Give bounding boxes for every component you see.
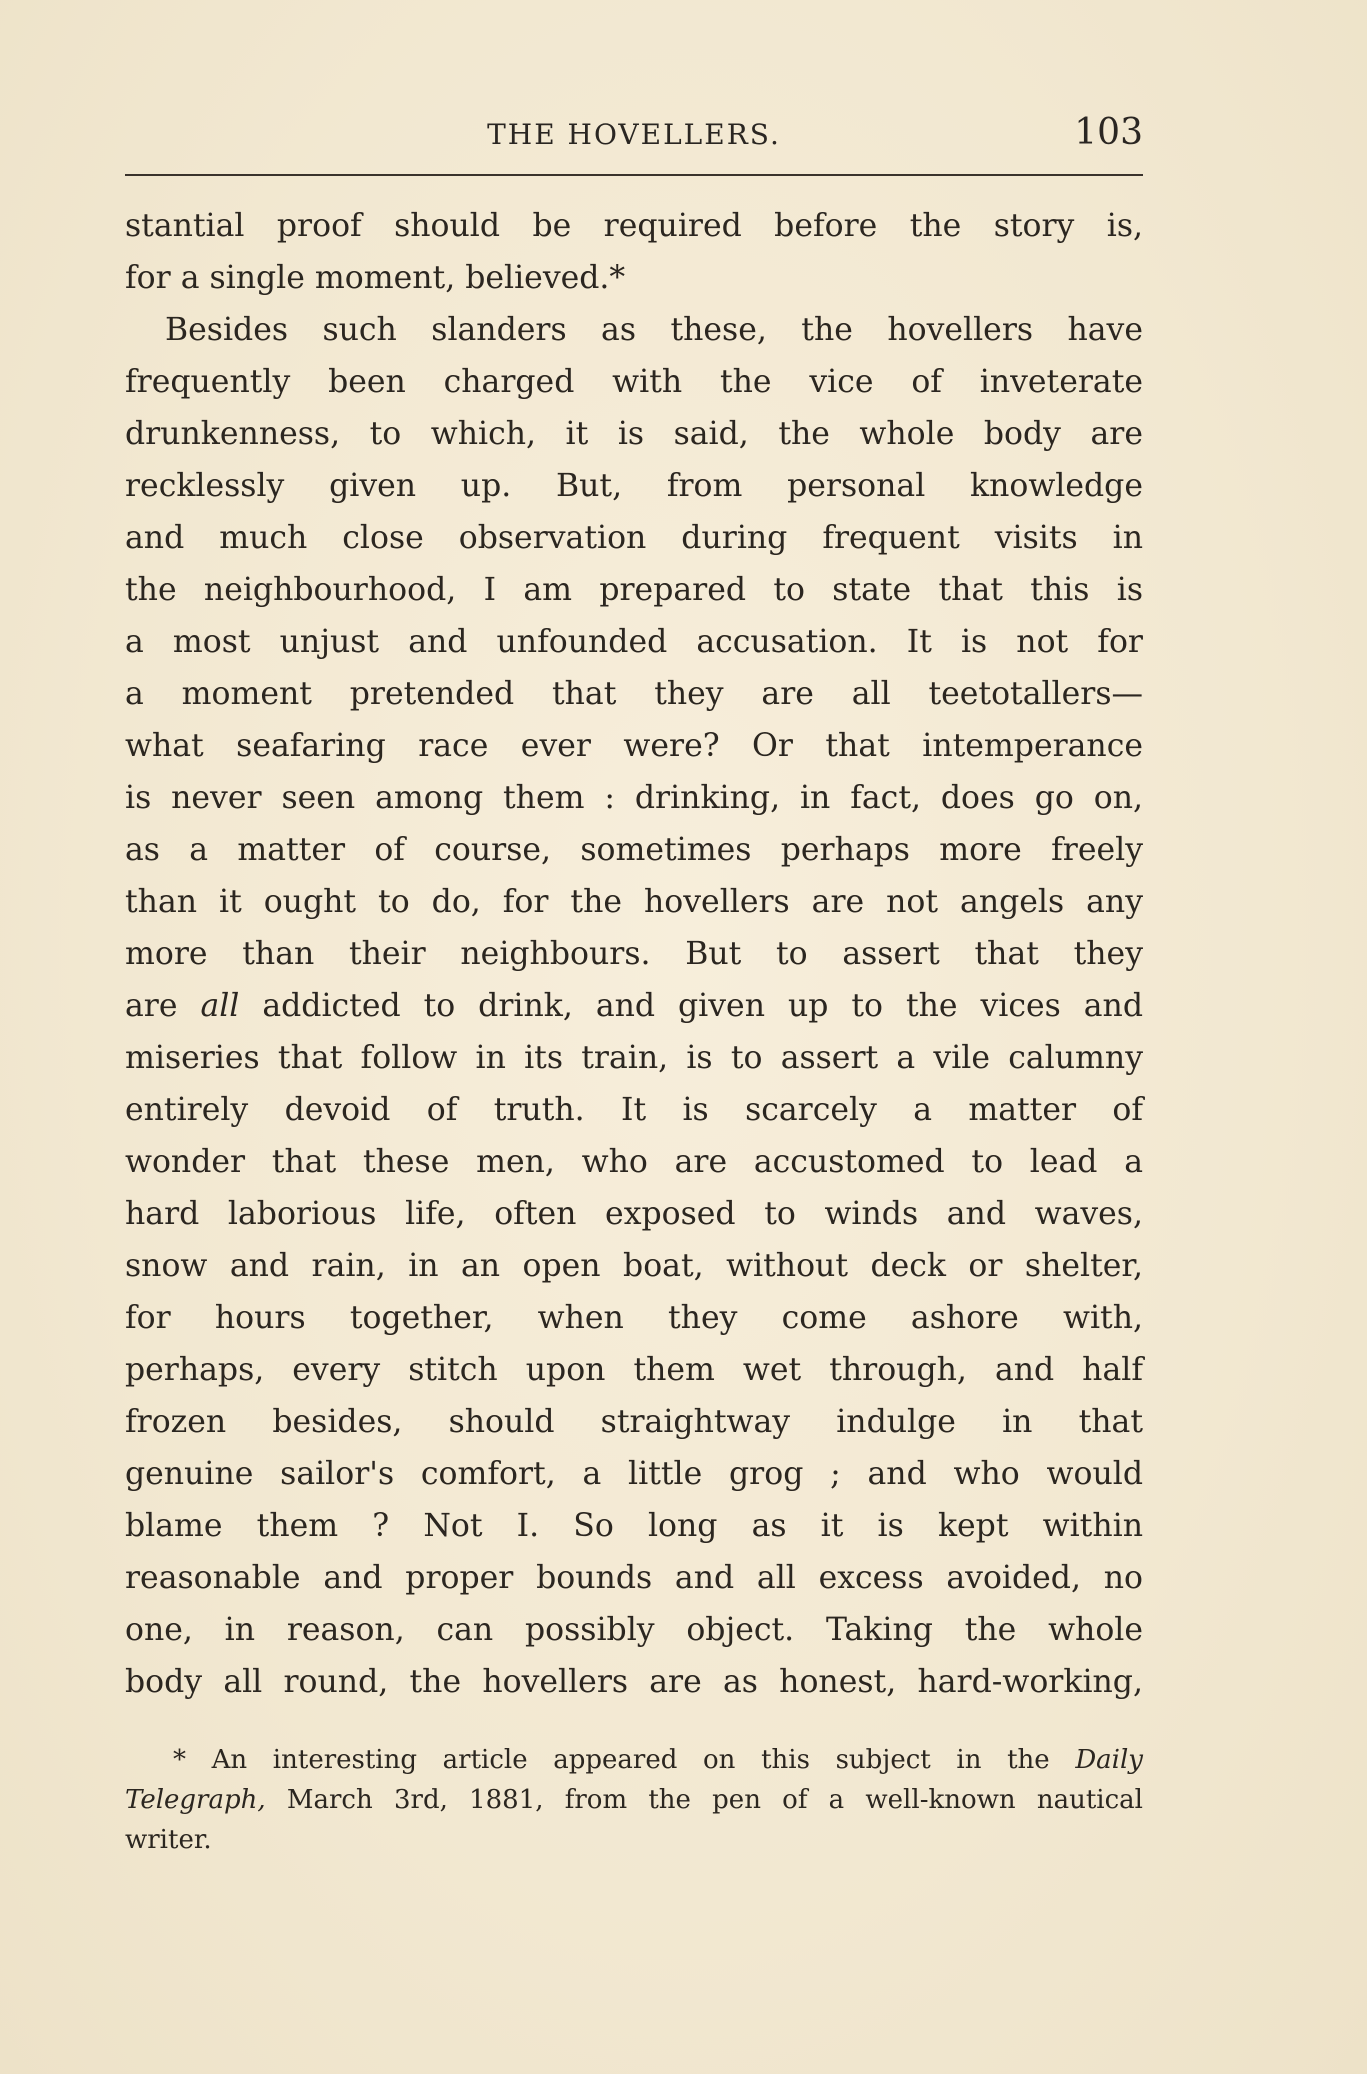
text-line: what seafaring race ever were? Or that intemperance (125, 728, 1143, 764)
text-line: for hours together, when they come ashore with, (125, 1300, 1143, 1336)
italic-word: Telegraph, (125, 1785, 266, 1815)
header-rule (125, 174, 1143, 176)
text-line: a moment pretended that they are all teetotallers— (125, 676, 1143, 712)
text-line: genuine sailor's comfort, a little grog ; and who would (125, 1456, 1143, 1492)
text-line-with-italic (125, 980, 1143, 1032)
text-line: stantial proof should be required before the story is, (125, 208, 1143, 244)
body-text (125, 200, 1143, 1708)
running-head: THE HOVELLERS. (487, 118, 781, 151)
footnote (125, 1740, 1143, 1860)
text-line: drunkenness, to which, it is said, the whole body are (125, 416, 1143, 452)
text-line: and much close observation during frequent visits in (125, 520, 1143, 556)
page-header (125, 112, 1143, 164)
text-line: perhaps, every stitch upon them wet through, and half (125, 1352, 1143, 1388)
footnote-text: * An interesting article appeared on this subject in the (173, 1745, 1076, 1775)
footnote-line (125, 1740, 1143, 1780)
footnote-line (125, 1780, 1143, 1820)
text-line: a most unjust and unfounded accusation. It is not for (125, 624, 1143, 660)
text-segment: are (125, 988, 201, 1024)
text-line: wonder that these men, who are accustomed to lead a (125, 1144, 1143, 1180)
text-line: than it ought to do, for the hovellers are not angels any (125, 884, 1143, 920)
text-segment: addicted to drink, and given up to the vices and (239, 988, 1143, 1024)
text-line: frequently been charged with the vice of inveterate (125, 364, 1143, 400)
text-line: recklessly given up. But, from personal knowledge (125, 468, 1143, 504)
text-line: hard laborious life, often exposed to winds and waves, (125, 1196, 1143, 1232)
footnote-line: writer. (125, 1825, 212, 1855)
text-line: snow and rain, in an open boat, without deck or shelter, (125, 1248, 1143, 1284)
italic-word: all (200, 988, 240, 1024)
text-line: more than their neighbours. But to assert that they (125, 936, 1143, 972)
text-line: reasonable and proper bounds and all excess avoided, no (125, 1560, 1143, 1596)
text-line: body all round, the hovellers are as honest, hard-working, (125, 1664, 1143, 1700)
text-line: miseries that follow in its train, is to assert a vile calumny (125, 1040, 1143, 1076)
text-line: Besides such slanders as these, the hovellers have (165, 312, 1143, 348)
text-line: frozen besides, should straightway indulge in that (125, 1404, 1143, 1440)
text-line: one, in reason, can possibly object. Taking the whole (125, 1612, 1143, 1648)
page-number: 103 (1074, 112, 1143, 153)
text-line: blame them ? Not I. So long as it is kept within (125, 1508, 1143, 1544)
italic-word: Daily (1075, 1745, 1143, 1775)
text-line: is never seen among them : drinking, in fact, does go on, (125, 780, 1143, 816)
footnote-text: March 3rd, 1881, from the pen of a well-known nautical (265, 1785, 1143, 1815)
text-line: as a matter of course, sometimes perhaps more freely (125, 832, 1143, 868)
text-line: entirely devoid of truth. It is scarcely a matter of (125, 1092, 1143, 1128)
text-line: for a single moment, believed.* (125, 260, 626, 296)
text-line: the neighbourhood, I am prepared to state that this is (125, 572, 1143, 608)
